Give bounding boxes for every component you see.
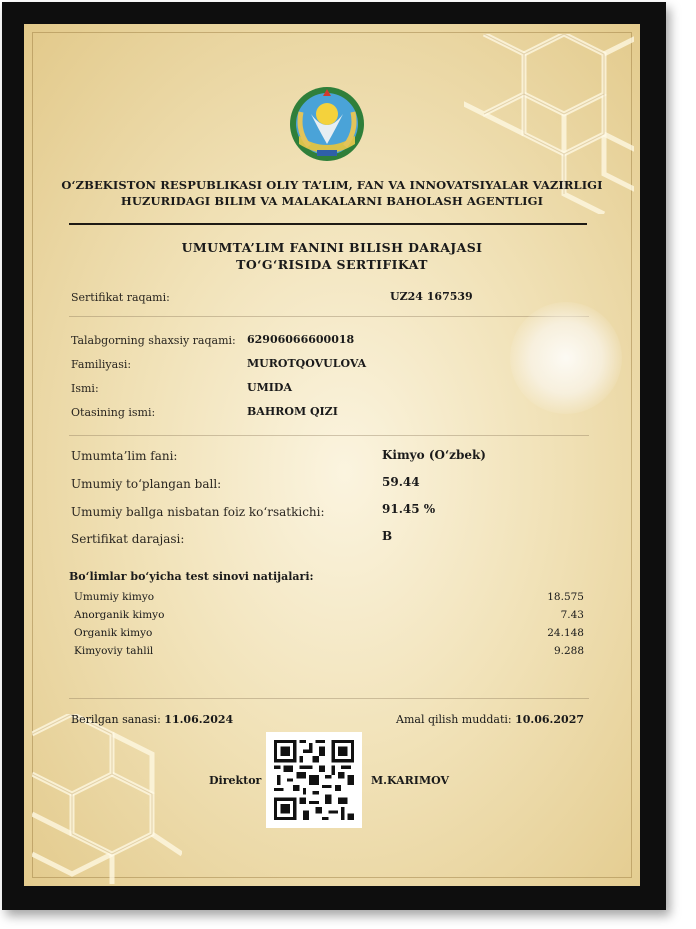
patronymic-value: BAHROM QIZI	[247, 405, 338, 418]
name-value: UMIDA	[247, 381, 292, 394]
section-value: 24.148	[547, 627, 584, 639]
surname-label: Familiyasi:	[71, 358, 132, 371]
issue-date-value: 11.06.2024	[164, 713, 234, 726]
pin-label: Talabgorning shaxsiy raqami:	[71, 334, 236, 347]
percent-label: Umumiy ballga nisbatan foiz ko‘rsatkichi:	[71, 505, 325, 519]
section-name: Anorganik kimyo	[74, 609, 165, 621]
agency-line-2: HUZURIDAGI BILIM VA MALAKALARNI BAHOLASH AGENTLIGI	[120, 194, 544, 208]
divider-3	[69, 698, 589, 699]
issue-date-label: Berilgan sanasi:	[71, 713, 161, 726]
director-name: M.KARIMOV	[371, 774, 450, 787]
picture-frame	[2, 2, 666, 910]
section-name: Organik kimyo	[74, 627, 153, 639]
section-value: 18.575	[547, 591, 584, 603]
certificate-number-value: UZ24 167539	[390, 290, 473, 303]
section-value: 7.43	[560, 609, 584, 621]
percent-value: 91.45 %	[382, 502, 436, 516]
certificate-title-line-2: TO‘G‘RISIDA SERTIFIKAT	[236, 257, 428, 272]
director-label: Direktor	[209, 774, 262, 787]
score-value: 59.44	[382, 475, 420, 489]
patronymic-label: Otasining ismi:	[71, 406, 156, 419]
certificate-title-line-1: UMUMTA’LIM FANINI BILISH DARAJASI	[181, 240, 483, 255]
issue-date	[71, 713, 233, 726]
section-name: Kimyoviy tahlil	[74, 645, 154, 657]
divider-1	[69, 316, 589, 317]
subject-value: Kimyo (O‘zbek)	[382, 448, 486, 462]
ornament-pattern-bottom-left-icon	[32, 714, 182, 884]
agency-line-1: O‘ZBEKISTON RESPUBLIKASI OLIY TA’LIM, FAN VA INNOVATSIYALAR VAZIRLIGI	[61, 178, 603, 192]
validity-date-label: Amal qilish muddati:	[396, 713, 512, 726]
qr-code-icon	[266, 732, 362, 828]
surname-value: MUROTQOVULOVA	[247, 357, 367, 370]
certificate-number-label: Sertifikat raqami:	[71, 291, 170, 304]
header-divider	[69, 223, 587, 225]
name-label: Ismi:	[71, 382, 99, 395]
section-value: 9.288	[553, 645, 584, 657]
grade-label: Sertifikat darajasi:	[71, 532, 185, 546]
state-emblem-icon	[287, 84, 367, 164]
pin-value: 62906066600018	[247, 333, 355, 346]
divider-2	[69, 435, 589, 436]
section-name: Umumiy kimyo	[74, 591, 155, 603]
grade-value: B	[382, 529, 393, 543]
validity-date	[396, 713, 584, 726]
subject-label: Umumta’lim fani:	[71, 449, 178, 463]
validity-date-value: 10.06.2027	[515, 713, 584, 726]
sections-heading: Bo‘limlar bo‘yicha test sinovi natijalari:	[69, 570, 314, 583]
photo-blur-region	[510, 302, 622, 414]
certificate-paper	[24, 24, 640, 886]
score-label: Umumiy to‘plangan ball:	[71, 477, 222, 491]
